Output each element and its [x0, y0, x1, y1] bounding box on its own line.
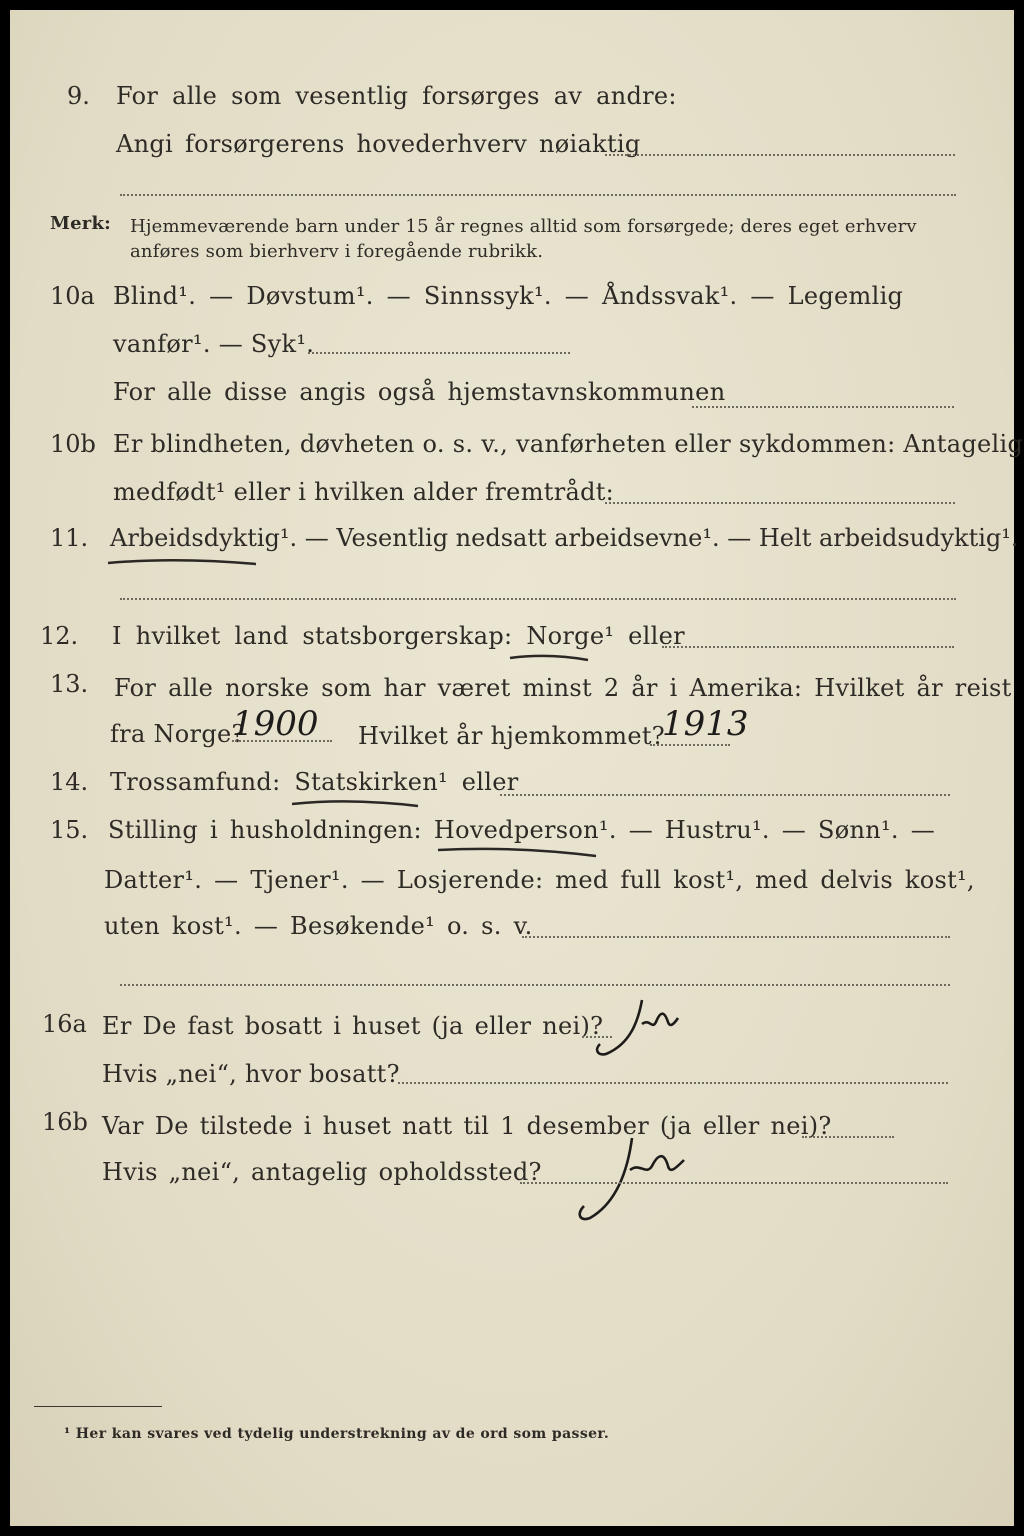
q10b-number: 10b — [50, 430, 96, 458]
q15-underline-hovedperson — [436, 844, 606, 860]
q13-line2b: Hvilket år hjemkommet? — [358, 722, 665, 750]
q12-line1: I hvilket land statsborgerskap: Norge¹ eller — [112, 622, 685, 650]
q11-underline-arbeidsdyktig — [106, 555, 266, 569]
q9-number: 9. — [67, 82, 90, 110]
footnote-text: ¹ Her kan svares ved tydelig understrekning av de ord som passer. — [64, 1426, 610, 1442]
q15-number: 15. — [50, 816, 89, 844]
q11-answer-line[interactable] — [120, 598, 956, 600]
q10a-line3: For alle disse angis også hjemstavnskommunen — [113, 378, 726, 406]
q13-answer-departed: 1900 — [232, 704, 319, 744]
q16a-handwritten-answer — [590, 982, 700, 1072]
q16a-line1: Er De fast bosatt i huset (ja eller nei)? — [102, 1012, 604, 1040]
q10b-line2: medfødt¹ eller i hvilken alder fremtrådt: — [113, 478, 615, 506]
q15-line2: Datter¹. — Tjener¹. — Losjerende: med full kost¹, med delvis kost¹, — [104, 866, 975, 894]
q14-answer-line[interactable] — [500, 794, 950, 796]
q12-number: 12. — [40, 622, 79, 650]
q16b-location-line[interactable] — [520, 1182, 948, 1184]
census-form-page — [10, 10, 1024, 1526]
q16b-handwritten-answer — [570, 1118, 710, 1228]
q14-line1: Trossamfund: Statskirken¹ eller — [110, 768, 519, 796]
q10a-kommune-line[interactable] — [692, 406, 954, 408]
merk-line2: anføres som bierhverv i foregående rubrikk. — [130, 241, 544, 262]
q10b-answer-line[interactable] — [605, 502, 955, 504]
q13-returned-line[interactable] — [650, 744, 730, 746]
q13-answer-returned: 1913 — [662, 704, 749, 744]
merk-label: Merk: — [50, 213, 111, 234]
q9-answer-line-2[interactable] — [120, 194, 956, 196]
q10b-line1: Er blindheten, døvheten o. s. v., vanførheten eller sykdommen: Antagelig — [113, 430, 1024, 458]
merk-line1: Hjemmeværende barn under 15 år regnes alltid som forsørgede; deres eget erhverv — [130, 216, 917, 237]
q10a-number: 10a — [50, 282, 95, 310]
q15-line1: Stilling i husholdningen: Hovedperson¹. — Hustru¹. — Sønn¹. — — [108, 816, 936, 844]
q15-answer-line-2[interactable] — [120, 984, 950, 986]
q16b-number: 16b — [42, 1108, 88, 1136]
q16a-line2: Hvis „nei“, hvor bosatt? — [102, 1060, 400, 1088]
q16a-number: 16a — [42, 1010, 87, 1038]
q10a-line1: Blind¹. — Døvstum¹. — Sinnssyk¹. — Åndssvak¹. — Legemlig — [113, 282, 904, 310]
q13-line2a: fra Norge? — [110, 720, 245, 748]
q16b-line1: Var De tilstede i huset natt til 1 desember (ja eller nei)? — [102, 1112, 832, 1140]
q11-line1: Arbeidsdyktig¹. — Vesentlig nedsatt arbeidsevne¹. — Helt arbeidsudyktig¹. — [110, 524, 1019, 552]
q16a-residence-line[interactable] — [398, 1082, 948, 1084]
q9-line1: For alle som vesentlig forsørges av andre: — [116, 82, 677, 110]
q14-number: 14. — [50, 768, 89, 796]
footnote-rule — [34, 1406, 162, 1407]
q10a-syk-line[interactable] — [308, 352, 570, 354]
q12-underline-norge — [508, 650, 598, 664]
q13-number: 13. — [50, 670, 89, 698]
q13-line1: For alle norske som har været minst 2 år i Amerika: Hvilket år reist — [114, 674, 1012, 702]
q15-answer-line[interactable] — [522, 936, 950, 938]
q16b-answer-line[interactable] — [802, 1136, 894, 1138]
q15-line3: uten kost¹. — Besøkende¹ o. s. v. — [104, 912, 533, 940]
q11-number: 11. — [50, 524, 89, 552]
q14-underline-statskirken — [290, 796, 430, 810]
q13-departed-line[interactable] — [232, 740, 332, 742]
q12-answer-line[interactable] — [662, 646, 954, 648]
q10a-line2: vanfør¹. — Syk¹. — [113, 330, 315, 358]
q16b-line2: Hvis „nei“, antagelig opholdssted? — [102, 1158, 542, 1186]
q9-line2: Angi forsørgerens hovederhverv nøiaktig — [116, 130, 641, 158]
q9-answer-line[interactable] — [605, 154, 955, 156]
